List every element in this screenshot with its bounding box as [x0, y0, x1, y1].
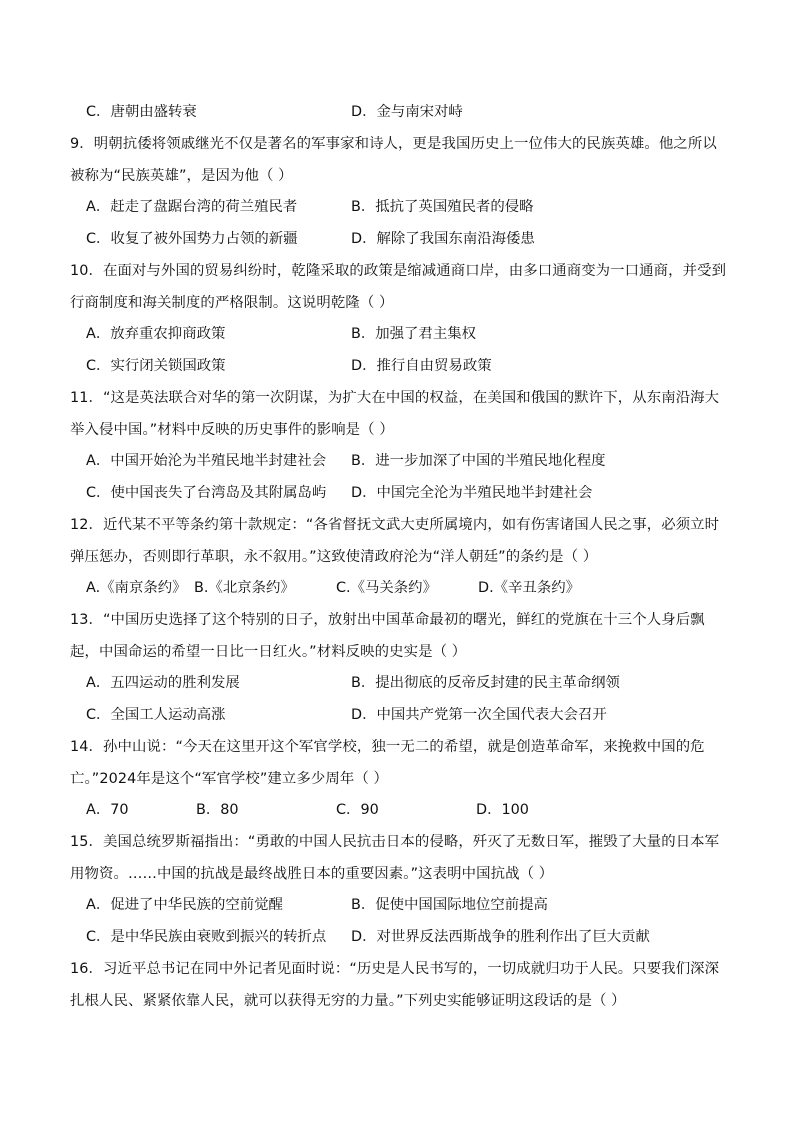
q9-option-d[interactable]: D．解除了我国东南沿海倭患 [351, 231, 535, 247]
q8-option-c[interactable]: C．唐朝由盛转衰 [86, 104, 197, 120]
q9-option-c[interactable]: C．收复了被外国势力占领的新疆 [86, 231, 298, 247]
q10-options-row-2 [86, 350, 736, 382]
q10-stem: 10．在面对与外国的贸易纠纷时，乾隆采取的政策是缩减通商口岸，由多口通商变为一口通商，并受到行商制度和海关制度的严格限制。这说明乾隆（ ） [70, 263, 727, 311]
q12-stem: 12．近代某不平等条约第十款规定：“各省督抚文武大吏所属境内，如有伤害诸国人民之事，必须立时弹压惩办，否则即行革职，永不叙用。”这致使清政府沦为“洋人朝廷”的条约是（ ） [70, 517, 720, 565]
q13-option-a[interactable]: A．五四运动的胜利发展 [86, 675, 240, 691]
q9-stem: 9．明朝抗倭将领戚继光不仅是著名的军事家和诗人，更是我国历史上一位伟大的民族英雄。他之所以被称为“民族英雄”，是因为他（ ） [70, 136, 717, 184]
q11-option-b[interactable]: B．进一步加深了中国的半殖民地化程度 [351, 453, 606, 469]
q14-option-c[interactable]: C．90 [336, 802, 379, 818]
q13-option-c[interactable]: C．全国工人运动高涨 [86, 707, 226, 723]
q13-options-row-2 [86, 699, 736, 731]
q15-option-d[interactable]: D．对世界反法西斯战争的胜利作出了巨大贡献 [351, 929, 650, 945]
q15-options-row-1 [86, 889, 736, 921]
q8-options-row [86, 96, 736, 128]
q12-option-b[interactable]: B.《北京条约》 [194, 580, 295, 596]
q14-options-row [86, 794, 736, 826]
q12-option-a[interactable]: A.《南京条约》 [86, 580, 187, 596]
q10-option-c[interactable]: C．实行闭关锁国政策 [86, 358, 226, 374]
q10-option-a[interactable]: A．放弃重农抑商政策 [86, 326, 226, 342]
q9-option-b[interactable]: B．抵抗了英国殖民者的侵略 [351, 199, 534, 215]
q15-stem: 15．美国总统罗斯福指出：“勇敢的中国人民抗击日本的侵略，歼灭了无数日军，摧毁了大量的日本军用物资。……中国的抗战是最终战胜日本的重要因素。”这表明中国抗战（ ） [70, 834, 720, 882]
q14-option-d[interactable]: D．100 [476, 802, 529, 818]
q11-options-row-1 [86, 445, 736, 477]
q13-option-b[interactable]: B．提出彻底的反帝反封建的民主革命纲领 [351, 675, 620, 691]
q12-option-c[interactable]: C.《马关条约》 [336, 580, 437, 596]
q13-option-d[interactable]: D．中国共产党第一次全国代表大会召开 [351, 707, 607, 723]
q14-stem: 14．孙中山说：“今天在这里开这个军官学校，独一无二的希望，就是创造革命军，来挽救中国的危亡。”2024年是这个“军官学校”建立多少周年（ ） [70, 739, 705, 787]
q9-option-a[interactable]: A．赶走了盘踞台湾的荷兰殖民者 [86, 199, 298, 215]
q11-option-a[interactable]: A．中国开始沦为半殖民地半封建社会 [86, 453, 327, 469]
q15-option-c[interactable]: C．是中华民族由衰败到振兴的转折点 [86, 929, 327, 945]
q15-option-a[interactable]: A．促进了中华民族的空前觉醒 [86, 897, 283, 913]
q11-options-row-2 [86, 477, 736, 509]
q9-options-row-2 [86, 223, 736, 255]
q16-stem: 16．习近平总书记在同中外记者见面时说：“历史是人民书写的，一切成就归功于人民。只要我们深深扎根人民、紧紧依靠人民，就可以获得无穷的力量。”下列史实能够证明这段话的是（ ） [70, 961, 720, 1009]
q10-options-row-1 [86, 318, 736, 350]
q12-options-row [86, 572, 736, 604]
q10-option-d[interactable]: D．推行自由贸易政策 [351, 358, 492, 374]
q10-option-b[interactable]: B．加强了君主集权 [351, 326, 476, 342]
q15-options-row-2 [86, 921, 736, 953]
q14-option-b[interactable]: B．80 [196, 802, 239, 818]
q15-option-b[interactable]: B．促使中国国际地位空前提高 [351, 897, 548, 913]
q9-options-row-1 [86, 191, 736, 223]
q12-option-d[interactable]: D.《辛丑条约》 [478, 580, 580, 596]
q13-stem: 13．“中国历史选择了这个特别的日子，放射出中国革命最初的曙光，鲜红的党旗在十三个人身后飘起，中国命运的希望一日比一日红火。”材料反映的史实是（ ） [70, 612, 705, 660]
q14-option-a[interactable]: A．70 [86, 802, 129, 818]
q8-option-d[interactable]: D．金与南宋对峙 [351, 104, 463, 120]
q11-stem: 11．“这是英法联合对华的第一次阴谋，为扩大在中国的权益，在美国和俄国的默许下，从东南沿海大举入侵中国。”材料中反映的历史事件的影响是（ ） [70, 390, 720, 438]
q11-option-d[interactable]: D．中国完全沦为半殖民地半封建社会 [351, 485, 593, 501]
q13-options-row-1 [86, 667, 736, 699]
q11-option-c[interactable]: C．使中国丧失了台湾岛及其附属岛屿 [86, 485, 327, 501]
